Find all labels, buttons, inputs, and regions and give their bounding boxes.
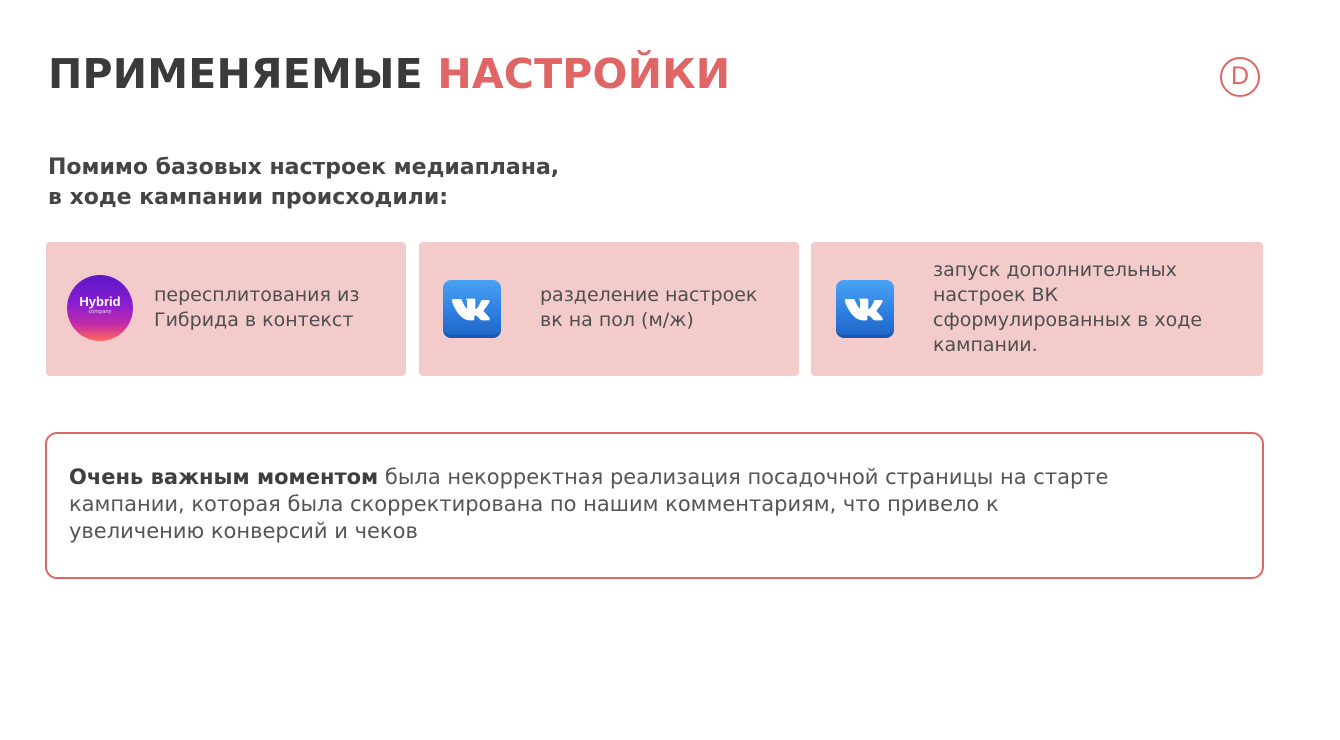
vk-glyph-icon (443, 280, 501, 338)
hybrid-logo-subtext: company (88, 309, 112, 315)
hybrid-logo-icon (67, 275, 133, 341)
vk-logo-icon (443, 280, 501, 338)
brand-logo-icon (1220, 57, 1260, 97)
intro-line-1: Помимо базовых настроек медиаплана, (48, 155, 560, 180)
important-notice-box (45, 432, 1264, 579)
card-vk-extra-text (933, 258, 1202, 358)
card-vk-extra (811, 242, 1263, 376)
card-hybrid (46, 242, 406, 376)
vk-glyph-icon (836, 280, 894, 338)
notice-line-2: кампании, которая была скорректирована по нашим комментариям, что привело к (69, 492, 999, 516)
notice-line-1-text: была некорректная реализация посадочной страницы на старте (378, 465, 1109, 489)
intro-line-2: в ходе кампании происходили: (48, 185, 449, 210)
notice-line-3: увеличению конверсий и чеков (69, 519, 418, 543)
card-vk-gender-text (540, 283, 757, 333)
hybrid-logo-text: Hybrid (79, 294, 121, 309)
notice-bold-lead: Очень важным моментом (69, 465, 379, 489)
card-line: настроек ВК (933, 284, 1058, 306)
card-line: вк на пол (м/ж) (540, 309, 694, 331)
page-title (48, 50, 730, 98)
card-line: запуск дополнительных (933, 259, 1177, 281)
card-line: разделение настроек (540, 284, 758, 306)
notice-line-1 (69, 464, 1240, 491)
intro-text (48, 153, 559, 213)
card-line: сформулированных в ходе (933, 309, 1203, 331)
title-accent: НАСТРОЙКИ (437, 50, 731, 98)
vk-logo-icon (836, 280, 894, 338)
title-main: ПРИМЕНЯЕМЫЕ (48, 50, 423, 98)
card-hybrid-text (154, 283, 359, 333)
card-vk-gender (419, 242, 799, 376)
logo-letter: D (1230, 62, 1250, 90)
card-line: пересплитования из (154, 284, 360, 306)
card-line: Гибрида в контекст (154, 309, 354, 331)
card-line: кампании. (933, 334, 1038, 356)
